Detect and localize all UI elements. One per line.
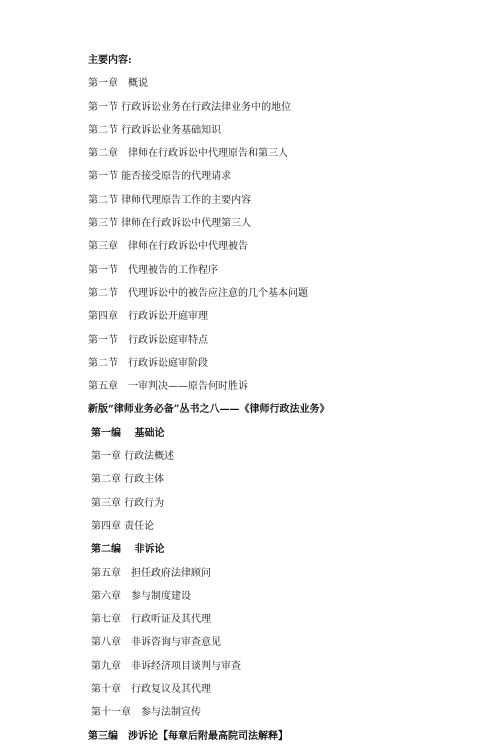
contents-item: 第三章 律师在行政诉讼中代理被告 [88,241,248,253]
contents-item: 第一节 行政诉讼庭审特点 [88,334,208,346]
part-item: 第五章 担任政府法律顾问 [91,567,211,579]
contents-item: 第三节 律师在行政诉讼中代理第三人 [88,218,252,230]
part-title: 第三编 涉诉论【每章后附最高院司法解释】 [88,730,288,742]
part-item: 第十章 行政复议及其代理 [91,684,211,696]
part-item: 第六章 参与制度建设 [91,590,191,602]
contents-item: 第一节 代理被告的工作程序 [88,264,218,276]
series-title: 新版“律师业务必备”丛书之八——《律师行政法业务》 [88,404,330,416]
part-item: 第二章 行政主体 [91,474,165,486]
contents-heading: 主要内容: [88,55,132,66]
part-title: 第二编 非诉论 [91,544,165,556]
contents-item: 第一节 行政诉讼业务在行政法律业务中的地位 [88,101,292,113]
contents-item: 第一节 能否接受原告的代理请求 [88,171,232,183]
part-title: 第一编 基础论 [91,427,165,439]
part-item: 第一章 行政法概述 [91,451,175,463]
part-item: 第四章 责任论 [91,520,155,532]
contents-item: 第二节 代理诉讼中的被告应注意的几个基本问题 [88,287,308,299]
contents-item: 第二章 律师在行政诉讼中代理原告和第三人 [88,148,288,160]
contents-item: 第一章 概说 [88,78,148,90]
document-page [88,55,478,754]
part-item: 第七章 行政听证及其代理 [91,614,211,626]
contents-item: 第二节 律师代理原告工作的主要内容 [88,194,252,206]
contents-item: 第四章 行政诉讼开庭审理 [88,311,208,323]
part-item: 第十一章 参与法制宣传 [91,707,201,719]
contents-item: 第二节 行政诉讼庭审阶段 [88,357,208,369]
part-item: 第九章 非诉经济项目谈判与审查 [91,660,241,672]
part-item: 第八章 非诉咨询与审查意见 [91,637,221,649]
part-item: 第三章 行政行为 [91,497,165,509]
contents-item: 第五章 一审判决——原告何时胜诉 [88,381,248,393]
contents-item: 第二节 行政诉讼业务基础知识 [88,124,222,136]
